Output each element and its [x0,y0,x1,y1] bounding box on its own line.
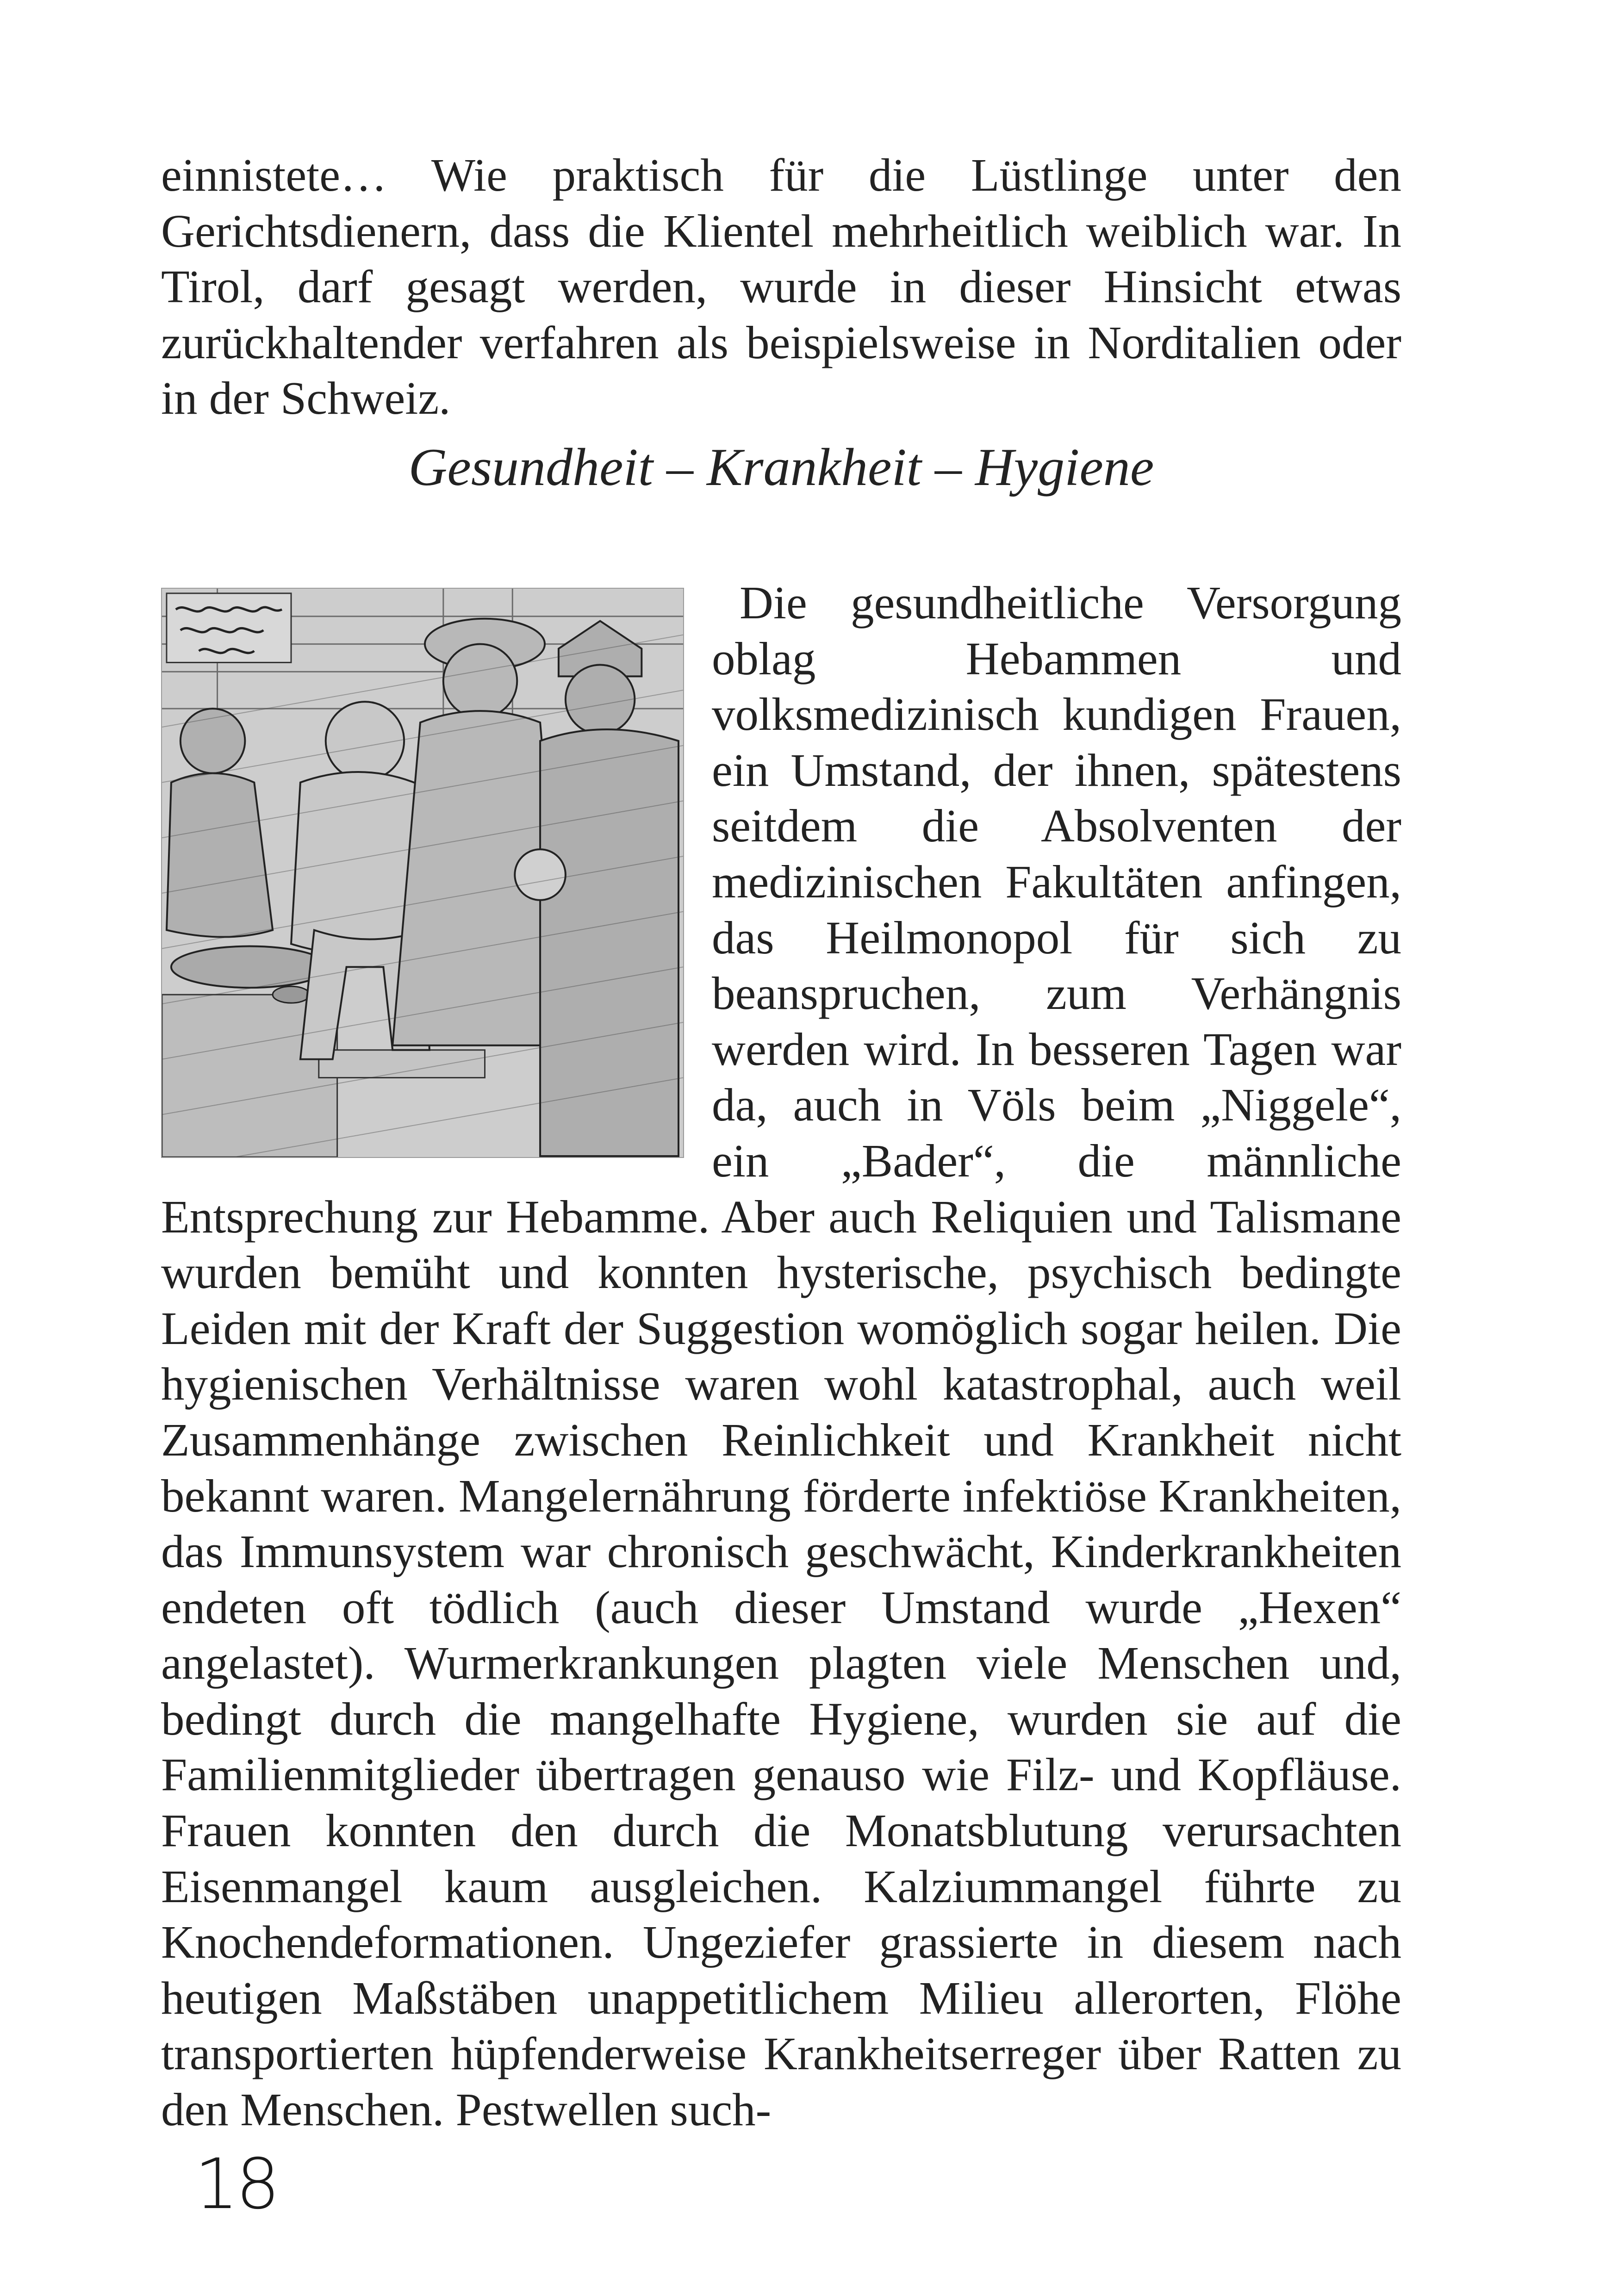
intro-paragraph [161,147,1401,426]
body-paragraph [161,575,1401,2138]
page-number: 18 [194,2144,277,2225]
body-text: Die gesundheitliche Versorgung oblag Hebammen und volksmedizinisch kundigen Frauen, ein Umstand, der ihnen, spätestens seitdem die Absolventen der medizinischen Fakultäten anfingen, das Heilmonopol für sich zu beanspruchen, zum Verhängnis werden wird. In besseren Tagen war da, auch in Völs beim „Niggele“, ein „Bader“, die männliche Entsprechung zur Hebamme. Aber auch Reliquien und Talismane wurden bemüht und konnten hysterische, psychisch bedingte Leiden mit der Kraft der Suggestion womöglich sogar heilen. Die hygienischen Verhältnisse waren wohl katastrophal, auch weil Zusammenhänge zwischen Reinlichkeit und Krankheit nicht bekannt waren. Mangelernährung förderte infektiöse Krankheiten, das Immunsystem war chronisch geschwächt, Kinderkrankheiten endeten oft tödlich (auch dieser Umstand wurde „Hexen“ angelastet). Wurmerkrankungen plagten viele Menschen und, bedingt durch die mangelhafte Hygiene, wurden sie auf die Familienmitglieder übertragen genauso wie Filz- und Kopfläuse. Frauen konnten den durch die Monatsblutung verursachten Eisenmangel kaum ausgleichen. Kalziummangel führte zu Knochendeformationen. Ungeziefer grassierte in diesem nach heutigen Maßstäben unappetitlichem Milieu allerorten, Flöhe transportierten hüpfenderweise Krankheitserreger über Ratten zu den Menschen. Pestwellen such- [161,577,1401,2136]
section-heading: Gesundheit – Krankheit – Hygiene [408,438,1154,497]
intro-text: einnistete… Wie praktisch für die Lüstlinge unter den Gerichtsdienern, dass die Klientel mehrheitlich weiblich war. In Tirol, darf gesagt werden, wurde in dieser Hinsicht etwas zurückhaltender verfahren als beispielsweise in Norditalien oder in der Schweiz. [161,149,1401,424]
woodcut-illustration [161,588,684,1158]
